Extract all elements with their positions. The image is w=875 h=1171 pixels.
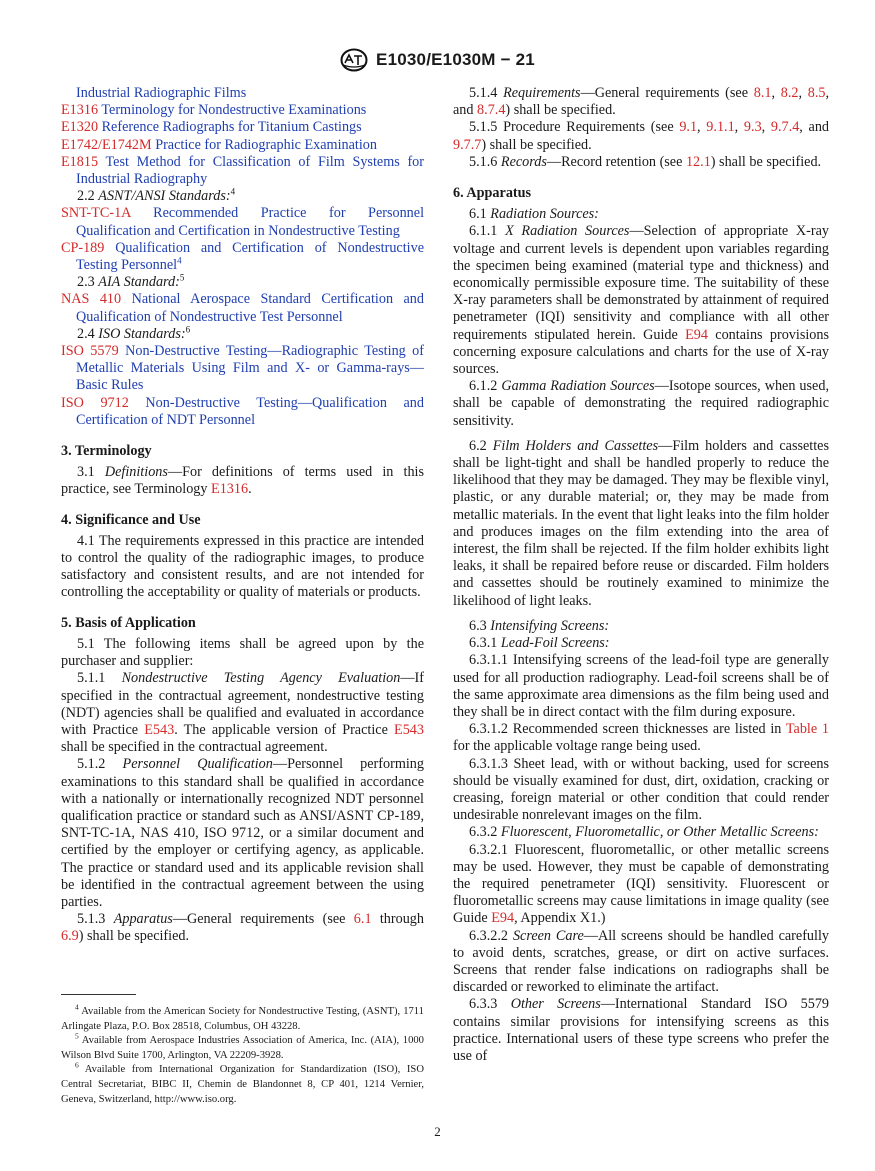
table-link-1[interactable]: Table 1 [785,721,829,738]
paragraph-5-1-3: 5.1.3 Apparatus—General requirements (see 6.1 through 6.9) shall be specified. [61,911,424,945]
paragraph-6-3: 6.3 Intensifying Screens: [469,617,610,634]
page-header [0,46,875,74]
reference-link-e1320[interactable]: E1320 [61,119,99,136]
standard-designation: E1030/E1030M − 21 [376,50,535,69]
reference-link-cp-189[interactable]: CP-189 [61,239,105,256]
paragraph-5-1-1: 5.1.1 Nondestructive Testing Agency Evaluation—If specified in the contractual agreement, nondestructive testing (NDT) agencies shall be qualified and evaluated in accordance with Practice E543. The applicable version of Practice E543 shall be specified in the contractual agreement. [61,670,424,756]
paragraph-6-3-2-2: 6.3.2.2 Screen Care—All screens should be handled carefully to avoid dents, scratches, grease, or dirt on active surfaces. Screens that render false indications on radiographs shall be discarded or reworked to eliminate the artifact. [453,927,829,996]
section-link-6-9[interactable]: 6.9 [61,928,79,945]
paragraph-5-1-6: 5.1.6 Records—Record retention (see 12.1) shall be specified. [469,153,822,170]
footnote-rule [61,994,136,995]
section-link-8-2[interactable]: 8.2 [780,85,799,101]
paragraph-6-3-2: 6.3.2 Fluorescent, Fluorometallic, or Other Metallic Screens: [469,824,819,841]
reference-entry: NAS 410 National Aerospace Standard Certification and Qualification of Nondestructive Test Personnel [61,291,424,325]
paragraph-6-3-1: 6.3.1 Lead-Foil Screens: [469,635,610,652]
reference-link-nas-410[interactable]: NAS 410 [61,291,122,308]
paragraph-5-1-4: 5.1.4 Requirements—General requirements (see 8.1, 8.2, 8.5, and 8.7.4) shall be specified. [453,85,829,119]
section-link-6-1[interactable]: 6.1 [353,911,372,928]
reference-entry: CP-189 Qualification and Certification of Nondestructive Testing Personnel$^4$ [61,239,425,274]
section-link-9-1[interactable]: 9.1 [679,119,698,136]
reference-entry: E1320 Reference Radiographs for Titanium Castings [61,119,362,136]
paragraph-6-3-1-2: 6.3.1.2 Recommended screen thicknesses are listed in Table 1 for the applicable voltage range being used. [453,721,829,755]
reference-entry: ISO 9712 Non-Destructive Testing—Qualification and Certification of NDT Personnel [61,394,424,428]
paragraph-6-1: 6.1 Radiation Sources: [469,206,599,223]
paragraph-5-1-2: 5.1.2 Personnel Qualification—Personnel performing examinations to this standard shall be qualified in accordance with a nationally or internationally recognized NDT personnel qualification practice or standard such as ANSI/ASNT CP-189, SNT-TC-1A, NAS 410, ISO 9712, or a similar document and certified by the employer or certifying agency, as applicable. The practice or standard used and its applicable revision shall be identified in the contractual agreement between the using parties. [61,756,424,910]
subsection-heading: 2.3 AIA Standard:$^5$ [77,272,185,291]
footnote-6: $^6$ Available from International Organization for Standardization (ISO), ISO Central Secretariat, BIBC II, Chemin de Blandonnet 8, CP 401, 1214 Vernier, Geneva, Switzerland, http://www.iso.org. [61,1060,424,1105]
paragraph-6-2: 6.2 Film Holders and Cassettes—Film holders and cassettes shall be light-tight and shall be handled properly to reduce the likelihood that they may be damaged. They may be flexible vinyl, plastic, or any durable material; or, they may be made from metallic materials. In the event that light leaks into the film holder and produces images on the film extending into the area of interest, the film shall be rejected. If the film holder exhibits light leaks, it shall be repaired before reuse or discarded. Film holders and cassettes should be routinely examined to minimize the likelihood of light leaks. [453,437,830,609]
left-column [61,85,424,946]
section-heading-apparatus: 6. Apparatus [453,185,532,202]
section-link-8-5[interactable]: 8.5 [807,85,826,101]
reference-link-e1815[interactable]: E1815 [61,153,99,170]
reference-link-e1742[interactable]: E1742/E1742M [61,136,152,153]
paragraph-3-1: 3.1 Definitions—For definitions of terms used in this practice, see Terminology E1316. [61,464,424,498]
right-column [453,85,829,1065]
reference-link-iso-5579[interactable]: ISO 5579 [61,343,119,360]
reference-link-e94[interactable]: E94 [685,326,708,343]
reference-link-e543[interactable]: E543 [144,721,175,738]
footnote-4: $^4$ Available from the American Society for Nondestructive Testing, (ASNT), 1711 Arlingate Plaza, P.O. Box 28518, Columbus, OH 43228. [61,1002,424,1032]
paragraph-5-1: 5.1 The following items shall be agreed upon by the purchaser and supplier: [61,635,424,670]
reference-entry: SNT-TC-1A Recommended Practice for Personnel Qualification and Certification in Nondestructive Testing [61,205,425,239]
paragraph-6-3-1-3: 6.3.1.3 Sheet lead, with or without backing, used for screens should be visually examined for dust, dirt, oxidation, cracking or creasing, foreign material or other condition that could render undesirable nonrelevant images on the film. [453,755,829,824]
paragraph-6-3-2-1: 6.3.2.1 Fluorescent, fluorometallic, or other metallic screens may be used. However, they must be capable of demonstrating the required penetrameter (IQI) sensitivity. Fluorescent or fluorometallic screens may cause limitations in image quality (see Guide E94, Appendix X1.) [453,841,829,927]
reference-entry: E1815 Test Method for Classification of Film Systems for Industrial Radiography [61,153,424,188]
section-link-9-7-4[interactable]: 9.7.4 [770,119,800,136]
reference-link-e1316[interactable]: E1316 [61,102,99,119]
section-heading-basis: 5. Basis of Application [61,614,196,631]
reference-link-e1316[interactable]: E1316 [211,481,249,498]
paragraph-6-3-3: 6.3.3 Other Screens—International Standard ISO 5579 contains similar provisions for intensifying screens as this practice. International users of these type screens who prefer the use of [453,996,830,1064]
subsection-heading: 2.2 ASNT/ANSI Standards:$^4$ [77,186,236,205]
reference-entry: ISO 5579 Non-Destructive Testing—Radiographic Testing of Metallic Materials Using Film and X- or Gamma-rays—Basic Rules [61,343,424,394]
paragraph-6-1-2: 6.1.2 Gamma Radiation Sources—Isotope sources, when used, shall be capable of demonstrating the required radiographic sensitivity. [453,378,829,429]
reference-entry: E1316 Terminology for Nondestructive Examinations [61,102,367,119]
section-link-9-1-1[interactable]: 9.1.1 [706,119,735,136]
section-heading-significance: 4. Significance and Use [61,511,201,528]
reference-entry: E1742/E1742M Practice for Radiographic Examination [61,136,377,153]
reference-link-iso-9712[interactable]: ISO 9712 [61,394,129,411]
astm-logo-icon [340,48,368,72]
section-link-9-7-7[interactable]: 9.7.7 [453,136,482,153]
footnotes [61,994,424,1107]
page-number: 2 [434,1124,441,1139]
reference-link-e94[interactable]: E94 [491,910,515,927]
section-link-8-1[interactable]: 8.1 [753,85,772,101]
paragraph-6-3-1-1: 6.3.1.1 Intensifying screens of the lead-foil type are generally used for all production radiography. Lead-foil screens shall be of the same approximate area dimensions as the film being used and they shall be in direct contact with the film during exposure. [453,652,829,720]
reference-link-e543[interactable]: E543 [394,721,424,738]
paragraph-5-1-5: 5.1.5 Procedure Requirements (see 9.1, 9.1.1, 9.3, 9.7.4, and 9.7.7) shall be specified. [453,119,830,153]
reference-entry: Industrial Radiographic Films [76,85,247,101]
section-heading-terminology: 3. Terminology [61,443,152,460]
section-link-9-3[interactable]: 9.3 [743,119,762,136]
footnote-5: $^5$ Available from Aerospace Industries Association of America, Inc. (AIA), 1000 Wilson Blvd Suite 1700, Arlington, VA 22209-3928. [61,1031,424,1061]
section-link-12-1[interactable]: 12.1 [685,153,711,170]
reference-link-snt-tc-1a[interactable]: SNT-TC-1A [61,205,131,222]
paragraph-6-1-1: 6.1.1 X Radiation Sources—Selection of appropriate X-ray voltage and current levels is dependent upon variables regarding the specimen being examined (material type and thickness) and economically permissible exposure time. The suitability of these X-ray parameters shall be demonstrated by attainment of required penetrameter (IQI) sensitivity and compliance with all other requirements stipulated herein. Guide E94 contains provisions concerning exposure calculations and charts for the use of X-ray sources. [453,223,829,378]
subsection-heading: 2.4 ISO Standards:$^6$ [77,324,191,342]
paragraph-4-1: 4.1 The requirements expressed in this practice are intended to control the quality of the radiographic images, to produce satisfactory and consistent results, and are not intended for controlling the acceptability or quality of materials or products. [61,532,424,601]
section-link-8-7-4[interactable]: 8.7.4 [477,102,506,119]
